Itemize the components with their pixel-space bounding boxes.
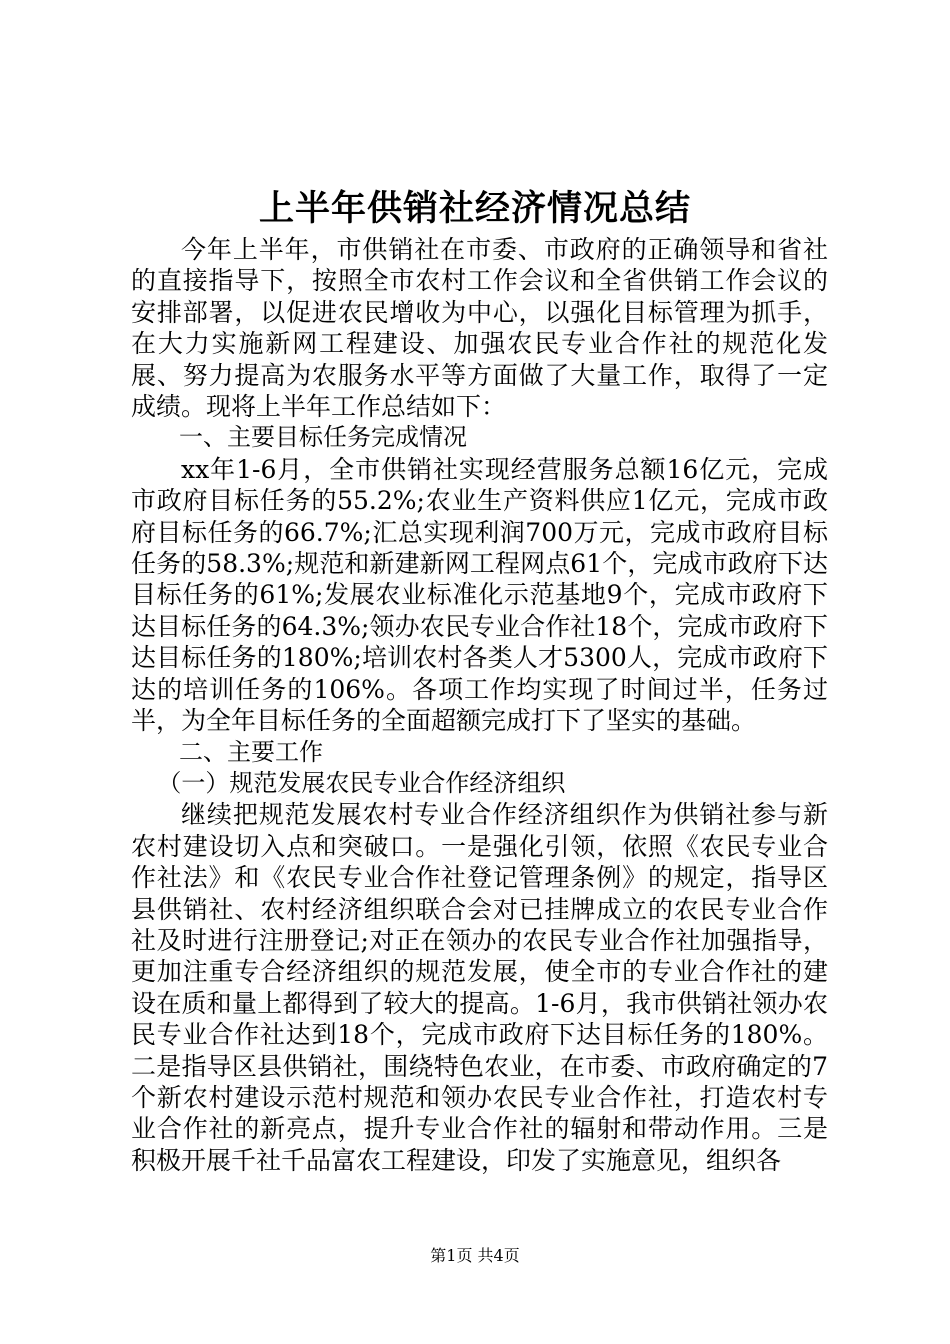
document-body [131, 234, 828, 1176]
subsection-1-heading: （一）规范发展农民专业合作经济组织 [157, 768, 566, 797]
subsection-1-paragraph: 继续把规范发展农村专业合作经济组织作为供销社参与新农村建设切入点和突破口。一是强化引领，依照《农民专业合作社法》和《农民专业合作社登记管理条例》的规定，指导区县供销社、农村经济组织联合会对已挂牌成立的农民专业合作社及时进行注册登记;对正在领办的农民专业合作社加强指导，更加注重专合经济组织的规范发展，使全市的专业合作社的建设在质和量上都得到了较大的提高。1-6月，我市供销社领办农民专业合作社达到18个，完成市政府下达目标任务的180%。二是指导区县供销社，围绕特色农业，在市委、市政府确定的7个新农村建设示范村规范和领办农民专业合作社，打造农村专业合作社的新亮点，提升专业合作社的辐射和带动作用。三是积极开展千社千品富农工程建设，印发了实施意见，组织各 [131, 800, 828, 1175]
section-1-heading: 一、主要目标任务完成情况 [179, 423, 467, 452]
document-title: 上半年供销社经济情况总结 [258, 189, 691, 229]
page-number-footer: 第1页 共4页 [430, 1246, 520, 1265]
section-1-paragraph: xx年1-6月，全市供销社实现经营服务总额16亿元，完成市政府目标任务的55.2%;农业生产资料供应1亿元，完成市政府目标任务的66.7%;汇总实现利润700万元，完成市政府目标任务的58.3%;规范和新建新网工程网点61个，完成市政府下达目标任务的61%;发展农业标准化示范基地9个，完成市政府下达目标任务的64.3%;领办农民专业合作社18个，完成市政府下达目标任务的180%;培训农村各类人才5300人，完成市政府下达的培训任务的106%。各项工作均实现了时间过半，任务过半，为全年目标任务的全面超额完成打下了坚实的基础。 [131, 454, 828, 736]
section-2-heading: 二、主要工作 [179, 737, 323, 766]
intro-paragraph: 今年上半年，市供销社在市委、市政府的正确领导和省社的直接指导下，按照全市农村工作会议和全省供销工作会议的安排部署，以促进农民增收为中心，以强化目标管理为抓手，在大力实施新网工程建设、加强农民专业合作社的规范化发展、努力提高为农服务水平等方面做了大量工作，取得了一定成绩。现将上半年工作总结如下： [131, 235, 828, 422]
